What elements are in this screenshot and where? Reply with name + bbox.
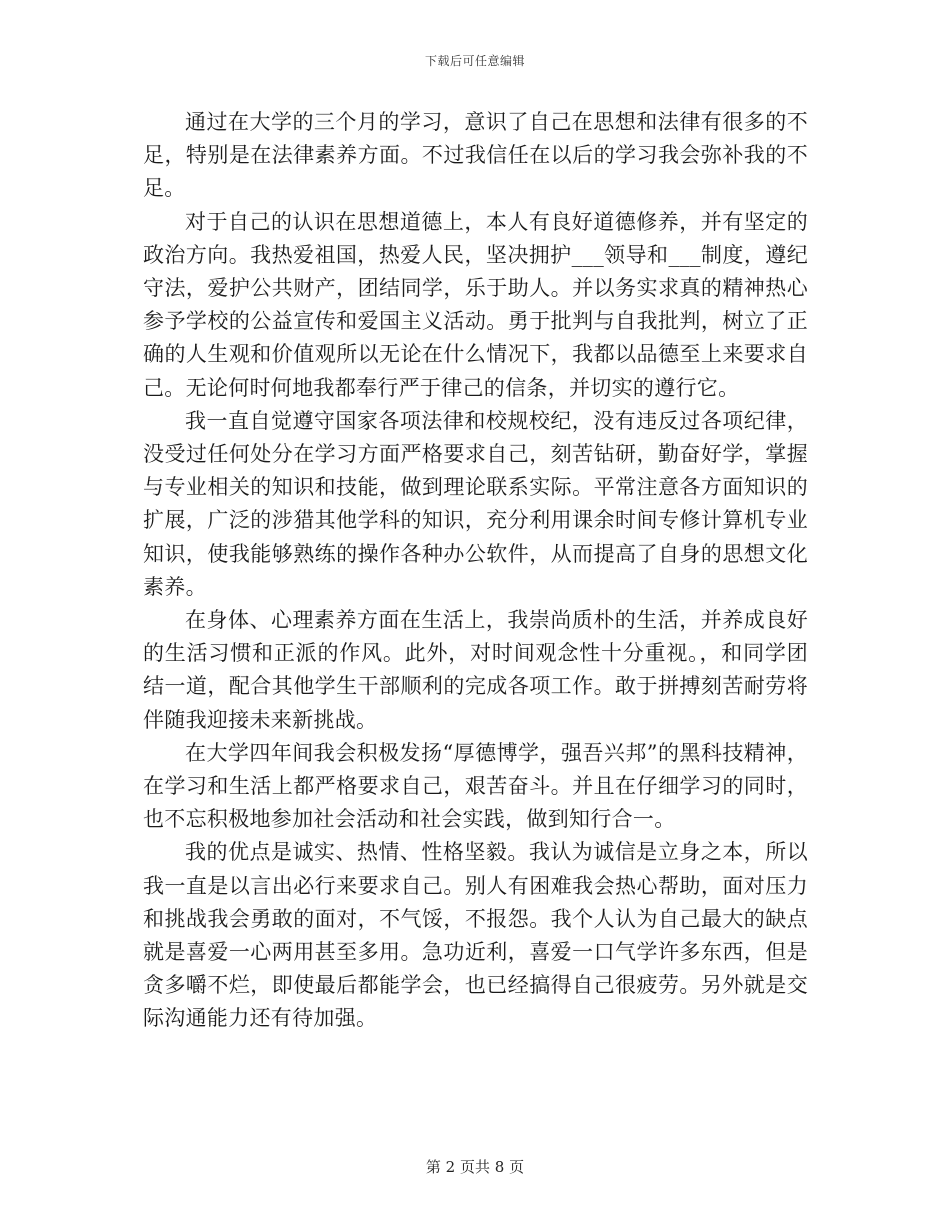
paragraph-1: 通过在大学的三个月的学习，意识了自己在思想和法律有很多的不足，特别是在法律素养方面。不过我信任在以后的学习我会弥补我的不足。 — [143, 110, 808, 201]
paragraph-6: 我的优点是诚实、热情、性格坚毅。我认为诚信是立身之本，所以我一直是以言出必行来要求自己。别人有困难我会热心帮助，面对压力和挑战我会勇敢的面对，不气馁，不报怨。我个人认为自己最大的缺点就是喜爱一心两用甚至多用。急功近利，喜爱一口气学许多东西，但是贪多嚼不烂，即使最后都能学会，也已经搞得自己很疲劳。另外就是交际沟通能力还有待加强。 — [143, 840, 808, 1031]
document-body — [143, 106, 808, 1036]
paragraph-4: 在身体、心理素养方面在生活上，我崇尚质朴的生活，并养成良好的生活习惯和正派的作风。此外，对时间观念性十分重视。，和同学团结一道，配合其他学生干部顺利的完成各项工作。敢于拼搏刻苦耐劳将伴随我迎接未来新挑战。 — [143, 608, 808, 732]
paragraph-5: 在大学四年间我会积极发扬“厚德博学，强吾兴邦”的黑科技精神，在学习和生活上都严格要求自己，艰苦奋斗。并且在仔细学习的同时，也不忘积极地参加社会活动和社会实践，做到知行合一。 — [143, 740, 808, 832]
paragraph-3: 我一直自觉遵守国家各项法律和校规校纪，没有违反过各项纪律，没受过任何处分在学习方面严格要求自己，刻苦钻研，勤奋好学，掌握与专业相关的知识和技能，做到理论联系实际。平常注意各方面知识的扩展，广泛的涉猎其他学科的知识，充分利用课余时间专修计算机专业知识，使我能够熟练的操作各种办公软件，从而提高了自身的思想文化素养。 — [143, 408, 808, 599]
page-footer: 第 2 页共 8 页 — [425, 1158, 525, 1176]
page-header: 下载后可任意编辑 — [424, 54, 525, 68]
paragraph-2: 对于自己的认识在思想道德上，本人有良好道德修养，并有坚定的政治方向。我热爱祖国，热爱人民，坚决拥护___领导和___制度，遵纪守法，爱护公共财产，团结同学，乐于助人。并以务实求真的精神热心参予学校的公益宣传和爱国主义活动。勇于批判与自我批判，树立了正确的人生观和价值观所以无论在什么情况下，我都以品德至上来要求自己。无论何时何地我都奉行严于律己的信条，并切实的遵行它。 — [143, 209, 808, 400]
